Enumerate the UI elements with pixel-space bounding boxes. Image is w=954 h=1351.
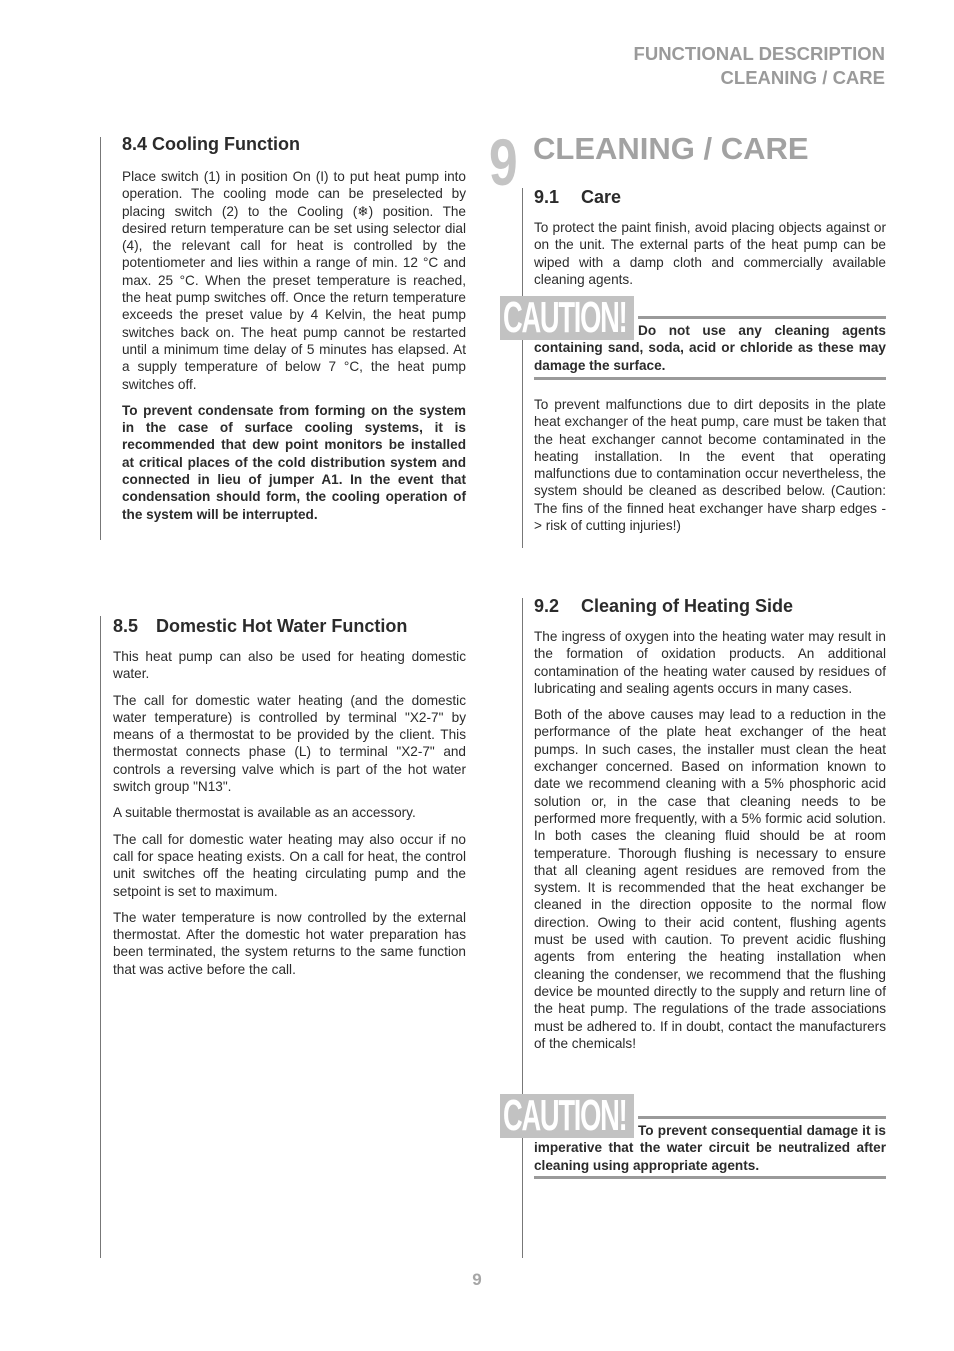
caution-1-top-rule — [638, 316, 886, 319]
cleaning-procedure-paragraph: Both of the above causes may lead to a reduction in the performance of the plate heat exchanger of the heat pumps. In such cases, the installer must clean the heat exchanger concerned. Based on information known to date we recommend cleaning with a 5% phosphoric acid solution or, in the case that cleaning needs to be performed more frequently, with a 5% formic acid solution. In both cases the cleaning fluid should be at room temperature. Thorough flushing is necessary to ensure that all cleaning agent residues are removed from the system. It is recommended that the heat exchanger be cleaned in the direction opposite to the normal flow direction. Owing to their acid content, flushing agents must be used with caution. To prevent acidic flushing agents from entering the heating installation when cleaning the condenser, we recommend that the flushing device be mounted directly to the supply and return line of the heat pump. The regulations of the trade associations must be adhered to. If in doubt, contact the manufacturers of the chemicals! — [534, 707, 886, 1051]
condensate-note: To prevent condensate from forming on the system in the case of surface cooling systems, it is recommended that dew point monitors be installed at critical places of the cold distribution system and connected in lieu of jumper A1. In the event that condensation should form, the cooling operation of the system will be interrupted. — [122, 402, 466, 522]
section-8-4-body — [122, 168, 466, 532]
header-line-2: CLEANING / CARE — [720, 67, 885, 88]
section-9-2-number: 9.2 — [534, 596, 560, 616]
left-column-rule-bottom — [100, 616, 101, 1258]
oxygen-paragraph: The ingress of oxygen into the heating water may result in the formation of oxidation products. An additional contamination of the heating water caused by residues of lubricating and sealing agents occurs in many cases. — [534, 629, 886, 696]
running-header — [634, 42, 885, 90]
dhw-paragraph-4: The call for domestic water heating may also occur if no call for space heating exists. On a call for heat, the control unit switches off the heating circulating pump and the setpoint is set to maximum. — [113, 831, 466, 899]
right-column-rule-top — [522, 188, 523, 548]
right-column-rule-bottom — [522, 598, 523, 1258]
section-9-1-intro — [534, 219, 886, 297]
malfunction-paragraph: To prevent malfunctions due to dirt deposits in the plate heat exchanger of the heat pump, care must be taken that the heat exchanger cannot become contaminated in the heating installation. In the event that operating malfunctions due to contamination occur nevertheless, the system should be cleaned as described below. (Caution: The fins of the finned heat exchanger have sharp edges -> risk of cutting injuries!) — [534, 397, 886, 534]
section-9-2-title — [534, 596, 793, 617]
section-9-1-body — [534, 396, 886, 543]
caution-2-bottom-rule — [534, 1176, 886, 1179]
dhw-paragraph-1: This heat pump can also be used for heating domestic water. — [113, 649, 466, 682]
section-8-4-title: 8.4 Cooling Function — [122, 134, 300, 154]
page-number: 9 — [472, 1270, 482, 1289]
dhw-paragraph-2: The call for domestic water heating (and the domestic water temperature) is controlled by terminal "X2-7" by means of a thermostat to be provided by the client. This thermostat connects phase (L) to terminal "X2-7" and controls a reversing valve which is part of the hot water switch group "N13". — [113, 692, 466, 795]
dhw-paragraph-3: A suitable thermostat is available as an accessory. — [113, 805, 416, 821]
section-8-5-body — [113, 648, 466, 987]
section-9-1-label: Care — [581, 187, 622, 207]
caution-label-2: CAUTION! — [503, 1094, 627, 1138]
section-8-5-number: 8.5 — [113, 616, 139, 636]
cooling-paragraph: Place switch (1) in position On (I) to put heat pump into operation. The cooling mode can be preselected by placing switch (2) to the Cooling (❄) position. The desired return temperature can be set using selector dial (4), the relevant call for heat is controlled by the potentiometer and lies within a range of min. 12 °C and max. 25 °C. When the preset temperature is reached, the heat pump switches off. Once the return temperature exceeds the preset value by 4 Kelvin, the heat pump switches back on. The heat pump cannot be restarted until a minimum time delay of 5 minutes has elapsed. At a supply temperature of below 7 °C, the heat pump switches off. — [122, 169, 466, 392]
care-paragraph: To protect the paint finish, avoid placing objects against or on the unit. The external parts of the heat pump can be wiped with a damp cloth and commercially available cleaning agents. — [534, 220, 886, 287]
caution-1-bottom-rule — [534, 377, 886, 380]
caution-label-1: CAUTION! — [503, 296, 627, 340]
section-8-5-title — [113, 616, 407, 637]
caution-1-text-block — [534, 322, 886, 374]
caution-2-text: To prevent consequential damage it is imperative that the water circuit be neutralized after cleaning using appropriate agents. — [534, 1123, 886, 1173]
section-9-2-label: Cleaning of Heating Side — [581, 596, 794, 616]
section-9-1-title — [534, 187, 621, 208]
left-column-rule-top — [100, 137, 101, 540]
section-9-2-body — [534, 628, 886, 1061]
chapter-title: CLEANING / CARE — [533, 131, 809, 166]
section-9-1-number: 9.1 — [534, 187, 560, 207]
header-line-1: FUNCTIONAL DESCRIPTION — [633, 43, 885, 64]
caution-2-text-block — [534, 1122, 886, 1174]
caution-2-top-rule — [638, 1116, 886, 1119]
dhw-paragraph-5: The water temperature is now controlled by the external thermostat. After the domestic hot water preparation has been terminated, the system returns to the same function that was active before the call. — [113, 909, 466, 977]
section-8-5-label: Domestic Hot Water Function — [156, 616, 408, 636]
chapter-number: 9 — [489, 125, 518, 199]
caution-1-text: Do not use any cleaning agents containing sand, soda, acid or chloride as these may damage the surface. — [534, 323, 886, 373]
